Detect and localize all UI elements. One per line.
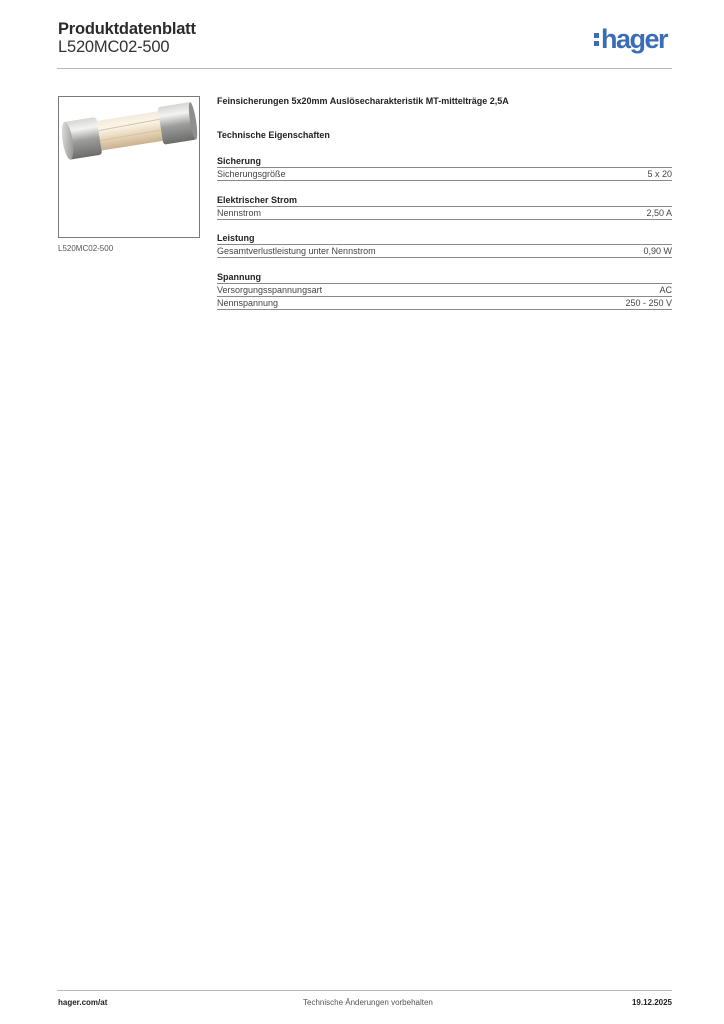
property-value: 250 - 250 V [625,298,672,308]
property-value: AC [659,285,672,295]
property-row [217,283,672,296]
footer-date: 19.12.2025 [631,998,672,1007]
product-image-caption: L520MC02-500 [58,244,114,253]
section-spannung [217,272,672,310]
section-elektrischer-strom [217,195,672,220]
glass-fuse-icon [59,97,199,237]
footer-website-link[interactable]: hager.com/at [58,998,108,1007]
section-sicherung [217,156,672,181]
section-title: Spannung [217,272,261,282]
property-label: Versorgungsspannungsart [217,285,323,295]
header-divider [57,68,672,69]
property-row [217,244,672,258]
hager-logo [594,26,667,53]
property-label: Nennspannung [217,298,279,308]
product-description: Feinsicherungen 5x20mm Auslösecharakteristik MT-mittelträge 2,5A [217,96,509,106]
property-row [217,206,672,220]
logo-dots-icon [594,32,600,48]
property-value: 0,90 W [643,246,672,256]
section-title: Elektrischer Strom [217,195,298,205]
property-value: 2,50 A [646,208,672,218]
section-title: Sicherung [217,156,262,166]
logo-text: hager [601,24,668,54]
footer-divider [57,990,672,991]
footer-notice: Technische Änderungen vorbehalten [303,998,433,1007]
product-image [58,96,200,238]
property-label: Nennstrom [217,208,262,218]
product-code: L520MC02-500 [58,38,170,56]
properties-heading: Technische Eigenschaften [217,130,330,140]
property-value: 5 x 20 [647,169,672,179]
property-label: Sicherungsgröße [217,169,286,179]
section-title: Leistung [217,233,255,243]
page-title: Produktdatenblatt [58,20,196,38]
section-leistung [217,233,672,258]
property-row [217,296,672,310]
property-label: Gesamtverlustleistung unter Nennstrom [217,246,376,256]
property-row [217,167,672,181]
